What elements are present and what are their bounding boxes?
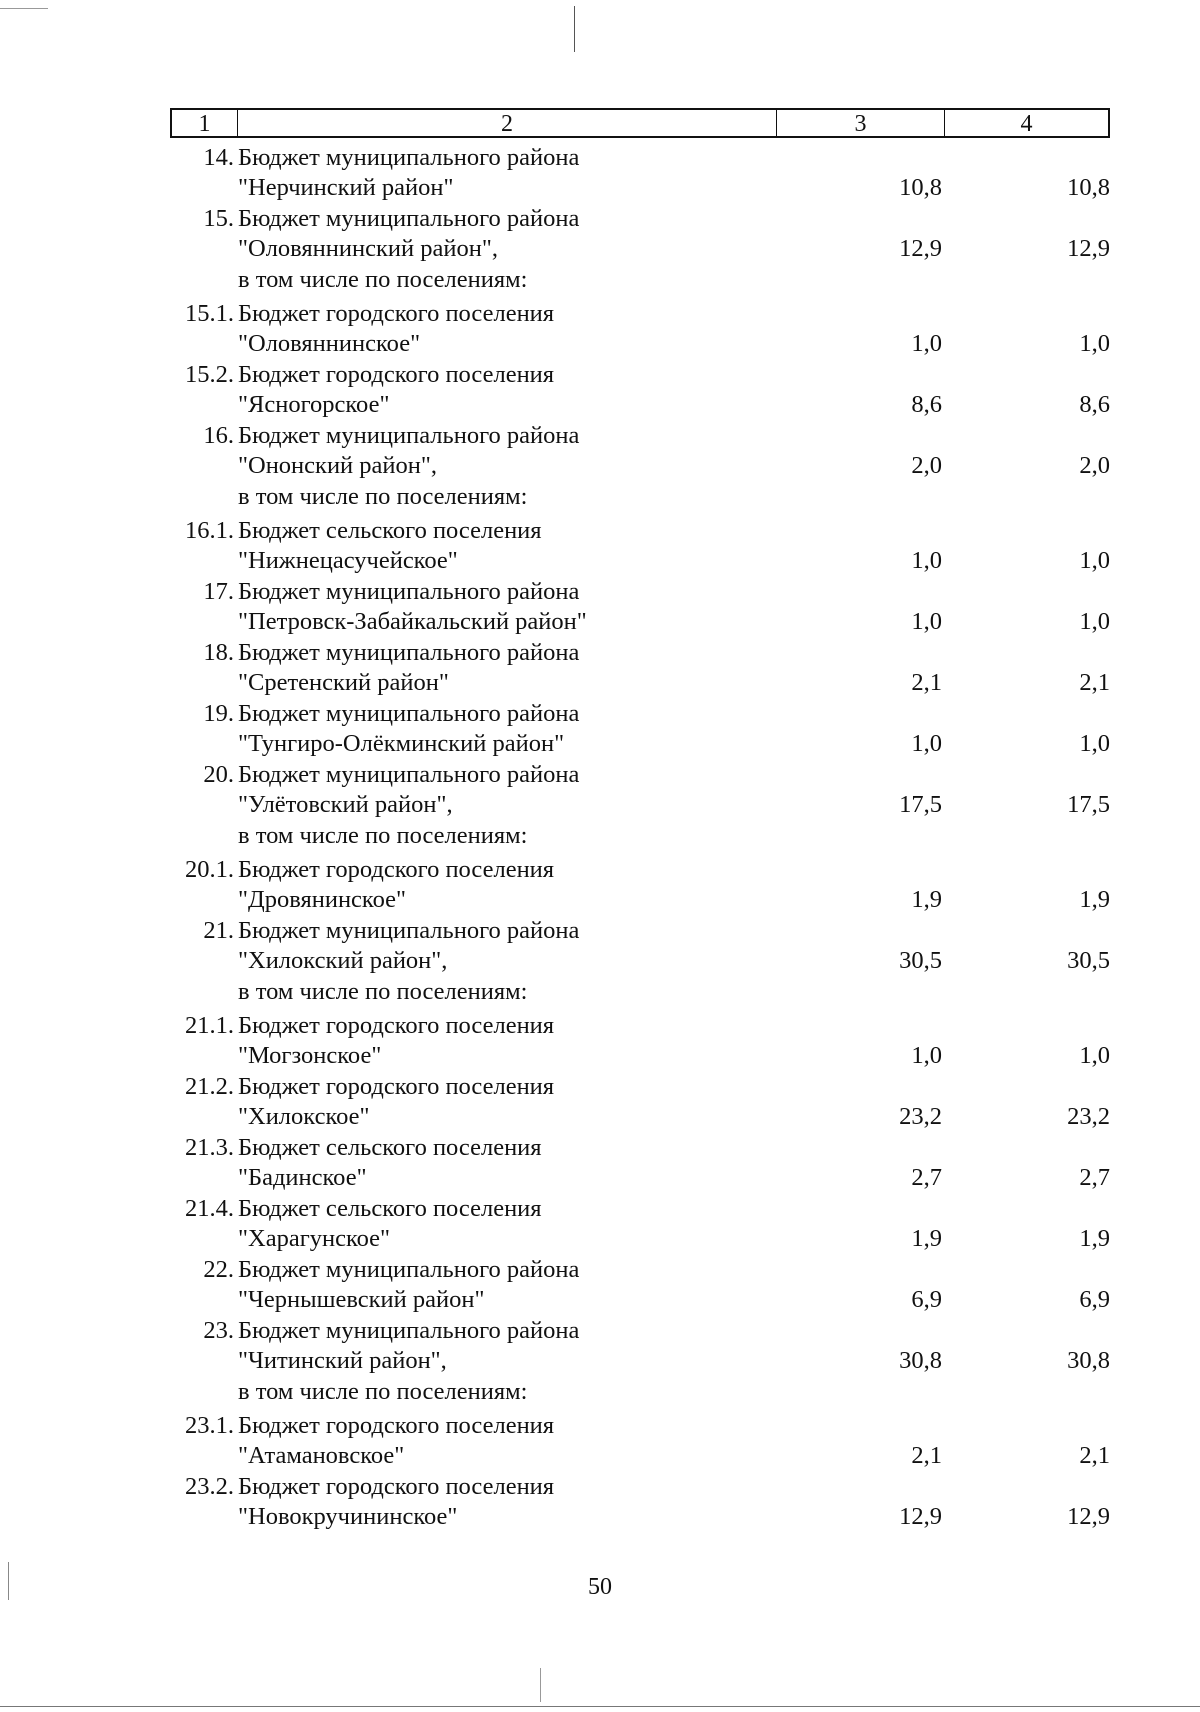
table-row: [0, 760, 1200, 821]
row-title-line-1: Бюджет городского поселения: [238, 1473, 555, 1500]
scan-edge-line: [0, 8, 48, 9]
row-value-col-4: 10,8: [1067, 174, 1110, 201]
header-col-1: 1: [172, 110, 238, 136]
row-value-col-4: 6,9: [1079, 1286, 1110, 1313]
header-col-2: 2: [238, 110, 777, 136]
row-value-col-3: 30,5: [899, 947, 942, 974]
table-row: [0, 204, 1200, 265]
row-title-line-1: Бюджет муниципального района: [238, 761, 580, 788]
row-value-col-4: 2,1: [1079, 1442, 1110, 1469]
row-number: 21.2.: [185, 1073, 234, 1100]
row-title-line-1: Бюджет муниципального района: [238, 917, 580, 944]
row-value-col-3: 23,2: [899, 1103, 942, 1130]
row-value-col-3: 1,9: [911, 1225, 942, 1252]
row-title-line-1: Бюджет муниципального района: [238, 144, 580, 171]
row-title-line-1: Бюджет городского поселения: [238, 856, 555, 883]
row-title-line-2: "Оловяннинское": [238, 330, 421, 357]
table-row: [0, 421, 1200, 482]
row-title-line-2: "Петровск-Забайкальский район": [238, 608, 587, 635]
row-title-line-2: "Читинский район",: [238, 1347, 447, 1374]
table-row: [0, 855, 1200, 916]
row-number: 14.: [203, 144, 234, 171]
subheading-row: [0, 977, 1200, 1011]
row-title-line-1: Бюджет городского поселения: [238, 1412, 555, 1439]
row-value-col-4: 1,0: [1079, 330, 1110, 357]
table-row: [0, 143, 1200, 204]
row-title-line-1: Бюджет городского поселения: [238, 1012, 555, 1039]
scan-artifact-line: [574, 6, 575, 52]
row-value-col-4: 1,0: [1079, 730, 1110, 757]
row-value-col-3: 12,9: [899, 235, 942, 262]
row-title-line-1: Бюджет сельского поселения: [238, 1195, 542, 1222]
table-row: [0, 360, 1200, 421]
row-title-line-2: "Сретенский район": [238, 669, 449, 696]
row-title-line-2: "Новокручининское": [238, 1503, 458, 1530]
subheading-text: в том числе по поселениям:: [238, 483, 528, 510]
row-value-col-4: 12,9: [1067, 235, 1110, 262]
row-number: 23.1.: [185, 1412, 234, 1439]
table-row: [0, 577, 1200, 638]
row-value-col-4: 8,6: [1079, 391, 1110, 418]
row-title-line-1: Бюджет городского поселения: [238, 361, 555, 388]
table-row: [0, 916, 1200, 977]
row-number: 15.: [203, 205, 234, 232]
row-number: 21.3.: [185, 1134, 234, 1161]
row-title-line-1: Бюджет муниципального района: [238, 1256, 580, 1283]
row-value-col-3: 1,0: [911, 608, 942, 635]
table-row: [0, 1072, 1200, 1133]
subheading-row: [0, 482, 1200, 516]
subheading-text: в том числе по поселениям:: [238, 822, 528, 849]
row-value-col-3: 2,0: [911, 452, 942, 479]
subheading-text: в том числе по поселениям:: [238, 1378, 528, 1405]
row-number: 23.: [203, 1317, 234, 1344]
row-number: 22.: [203, 1256, 234, 1283]
row-value-col-4: 23,2: [1067, 1103, 1110, 1130]
row-number: 21.: [203, 917, 234, 944]
row-value-col-4: 30,8: [1067, 1347, 1110, 1374]
row-title-line-2: "Нерчинский район": [238, 174, 454, 201]
table-row: [0, 1472, 1200, 1533]
row-value-col-3: 1,0: [911, 547, 942, 574]
row-title-line-1: Бюджет сельского поселения: [238, 1134, 542, 1161]
row-number: 20.: [203, 761, 234, 788]
row-number: 18.: [203, 639, 234, 666]
row-title-line-1: Бюджет муниципального района: [238, 578, 580, 605]
row-value-col-4: 1,0: [1079, 1042, 1110, 1069]
row-title-line-2: "Хилокское": [238, 1103, 370, 1130]
row-title-line-1: Бюджет муниципального района: [238, 700, 580, 727]
row-value-col-4: 1,0: [1079, 608, 1110, 635]
subheading-text: в том числе по поселениям:: [238, 978, 528, 1005]
table-row: [0, 1316, 1200, 1377]
table-row: [0, 1133, 1200, 1194]
table-row: [0, 299, 1200, 360]
row-title-line-1: Бюджет муниципального района: [238, 1317, 580, 1344]
row-number: 15.1.: [185, 300, 234, 327]
row-value-col-3: 2,7: [911, 1164, 942, 1191]
row-value-col-3: 2,1: [911, 669, 942, 696]
table-row: [0, 1194, 1200, 1255]
row-number: 16.1.: [185, 517, 234, 544]
row-value-col-4: 1,9: [1079, 1225, 1110, 1252]
row-value-col-3: 6,9: [911, 1286, 942, 1313]
header-col-3: 3: [777, 110, 945, 136]
row-title-line-2: "Хилокский район",: [238, 947, 448, 974]
row-title-line-2: "Ясногорское": [238, 391, 390, 418]
row-title-line-1: Бюджет муниципального района: [238, 639, 580, 666]
subheading-row: [0, 1377, 1200, 1411]
row-title-line-2: "Нижнецасучейское": [238, 547, 458, 574]
row-number: 21.1.: [185, 1012, 234, 1039]
table-header: [170, 108, 1110, 138]
row-title-line-1: Бюджет сельского поселения: [238, 517, 542, 544]
table-row: [0, 1411, 1200, 1472]
header-col-4: 4: [1020, 111, 1033, 137]
row-title-line-1: Бюджет муниципального района: [238, 205, 580, 232]
table-row: [0, 1255, 1200, 1316]
row-value-col-3: 8,6: [911, 391, 942, 418]
row-number: 20.1.: [185, 856, 234, 883]
row-number: 23.2.: [185, 1473, 234, 1500]
row-value-col-4: 1,0: [1079, 547, 1110, 574]
row-value-col-3: 10,8: [899, 174, 942, 201]
row-title-line-2: "Могзонское": [238, 1042, 382, 1069]
scan-bottom-edge: [0, 1706, 1200, 1707]
row-value-col-3: 1,0: [911, 1042, 942, 1069]
row-value-col-4: 2,7: [1079, 1164, 1110, 1191]
subheading-row: [0, 821, 1200, 855]
row-title-line-1: Бюджет городского поселения: [238, 300, 555, 327]
row-title-line-2: "Тунгиро-Олёкминский район": [238, 730, 565, 757]
row-title-line-2: "Оловяннинский район",: [238, 235, 498, 262]
row-title-line-1: Бюджет муниципального района: [238, 422, 580, 449]
row-number: 21.4.: [185, 1195, 234, 1222]
row-value-col-3: 17,5: [899, 791, 942, 818]
row-number: 15.2.: [185, 361, 234, 388]
page-number: 50: [588, 1574, 612, 1600]
row-title-line-2: "Атамановское": [238, 1442, 405, 1469]
row-number: 16.: [203, 422, 234, 449]
row-value-col-3: 2,1: [911, 1442, 942, 1469]
scan-artifact-line: [540, 1668, 541, 1702]
row-title-line-2: "Дровянинское": [238, 886, 407, 913]
row-title-line-2: "Бадинское": [238, 1164, 367, 1191]
row-value-col-4: 2,1: [1079, 669, 1110, 696]
row-title-line-2: "Харагунское": [238, 1225, 391, 1252]
row-value-col-4: 1,9: [1079, 886, 1110, 913]
row-value-col-4: 12,9: [1067, 1503, 1110, 1530]
row-value-col-4: 17,5: [1067, 791, 1110, 818]
row-value-col-3: 1,9: [911, 886, 942, 913]
subheading-text: в том числе по поселениям:: [238, 266, 528, 293]
table-row: [0, 638, 1200, 699]
row-number: 19.: [203, 700, 234, 727]
row-value-col-3: 30,8: [899, 1347, 942, 1374]
subheading-row: [0, 265, 1200, 299]
row-title-line-2: "Ононский район",: [238, 452, 438, 479]
row-value-col-3: 1,0: [911, 730, 942, 757]
table-row: [0, 699, 1200, 760]
row-value-col-4: 2,0: [1079, 452, 1110, 479]
row-value-col-3: 12,9: [899, 1503, 942, 1530]
row-value-col-3: 1,0: [911, 330, 942, 357]
row-value-col-4: 30,5: [1067, 947, 1110, 974]
table-row: [0, 1011, 1200, 1072]
row-number: 17.: [203, 578, 234, 605]
row-title-line-2: "Чернышевский район": [238, 1286, 485, 1313]
budget-table-body: [0, 143, 1200, 1533]
row-title-line-1: Бюджет городского поселения: [238, 1073, 555, 1100]
table-row: [0, 516, 1200, 577]
row-title-line-2: "Улётовский район",: [238, 791, 453, 818]
